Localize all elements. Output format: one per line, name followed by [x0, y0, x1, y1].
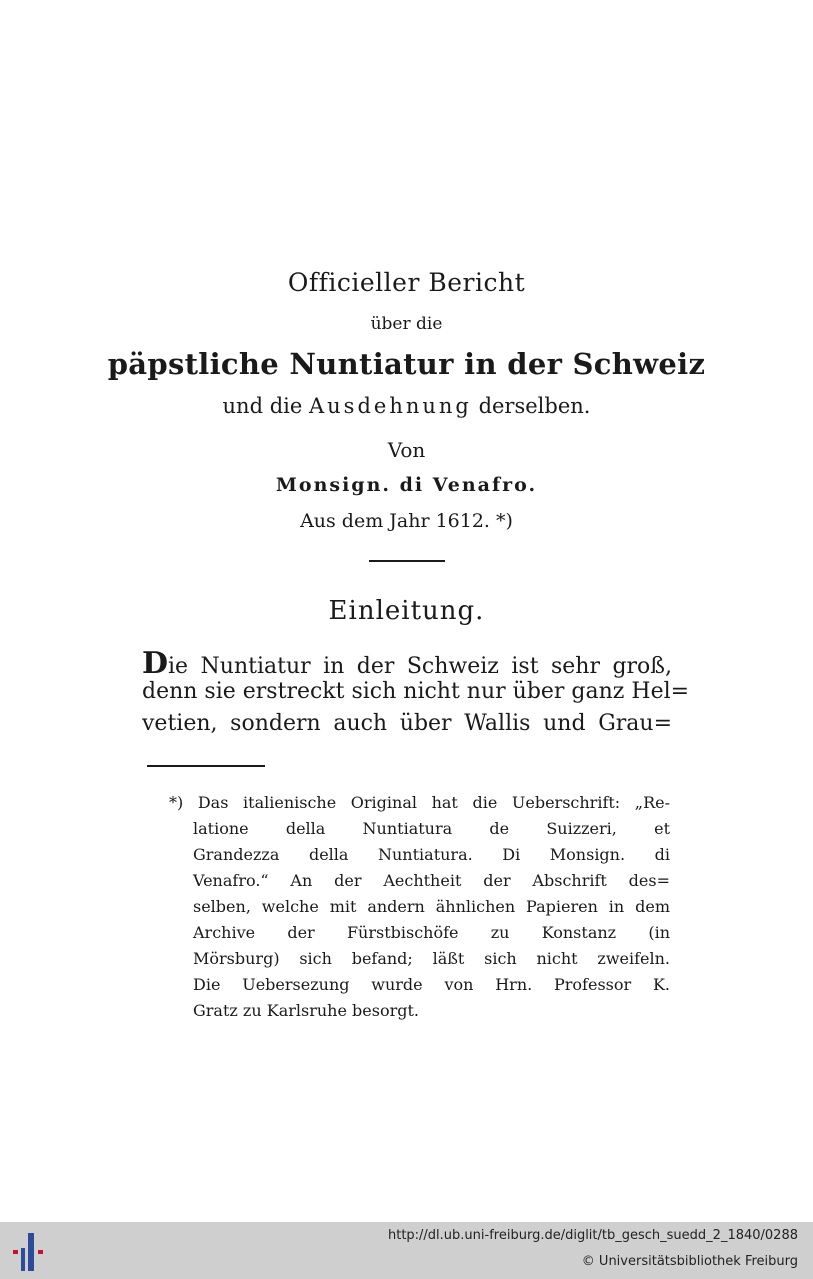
- footer-bar: [0, 1222, 813, 1279]
- title-line-1: Officieller Bericht: [287, 268, 526, 297]
- copyright-text: © Universitätsbibliothek Freiburg: [581, 1254, 798, 1269]
- title-line-4-a: und die: [222, 394, 303, 418]
- body-line-1: [142, 646, 672, 681]
- footnote-line-9: Gratz zu Karlsruhe besorgt.: [193, 1001, 419, 1020]
- source-url-link[interactable]: http://dl.ub.uni-freiburg.de/diglit/tb_gesch_suedd_2_1840/0288: [387, 1228, 798, 1243]
- footnote-divider: [147, 765, 265, 767]
- body-line-2: denn sie erstreckt sich nicht nur über ganz Hel=: [142, 679, 690, 704]
- footnote-line-8: Die Uebersezung wurde von Hrn. Professor K.: [193, 975, 670, 994]
- title-line-4-c: derselben.: [478, 394, 591, 418]
- footnote-line-2: latione della Nuntiatura de Suizzeri, et: [193, 819, 670, 838]
- body-dropcap: D: [142, 646, 169, 681]
- title-line-2: über die: [370, 314, 443, 334]
- ub-freiburg-logo-icon: [10, 1231, 50, 1271]
- title-line-4: [0, 394, 813, 418]
- title-line-5: Von: [387, 438, 426, 462]
- title-line-3: päpstliche Nuntiatur in der Schweiz: [107, 347, 706, 381]
- body-line-1-text: ie Nuntiatur in der Schweiz ist sehr groß,: [168, 654, 672, 679]
- footnote-line-7: Mörsburg) sich befand; läßt sich nicht zweifeln.: [193, 949, 670, 968]
- footnote-line-6: Archive der Fürstbischöfe zu Konstanz (in: [193, 923, 670, 942]
- title-line-4-b: Ausdehnung: [308, 394, 472, 418]
- footnote-line-1: *) Das italienische Original hat die Ueberschrift: „Re-: [169, 793, 670, 812]
- author-line: Monsign. di Venafro.: [275, 474, 538, 496]
- section-heading: Einleitung.: [328, 596, 485, 626]
- footnote-line-5: selben, welche mit andern ähnlichen Papieren in dem: [193, 897, 670, 916]
- body-line-3: vetien, sondern auch über Wallis und Grau=: [142, 711, 672, 736]
- year-line: Aus dem Jahr 1612. *): [300, 510, 513, 532]
- footnote-line-3: Grandezza della Nuntiatura. Di Monsign. di: [193, 845, 670, 864]
- footnote-line-4: Venafro.“ An der Aechtheit der Abschrift des=: [193, 871, 670, 890]
- title-divider: [369, 560, 445, 562]
